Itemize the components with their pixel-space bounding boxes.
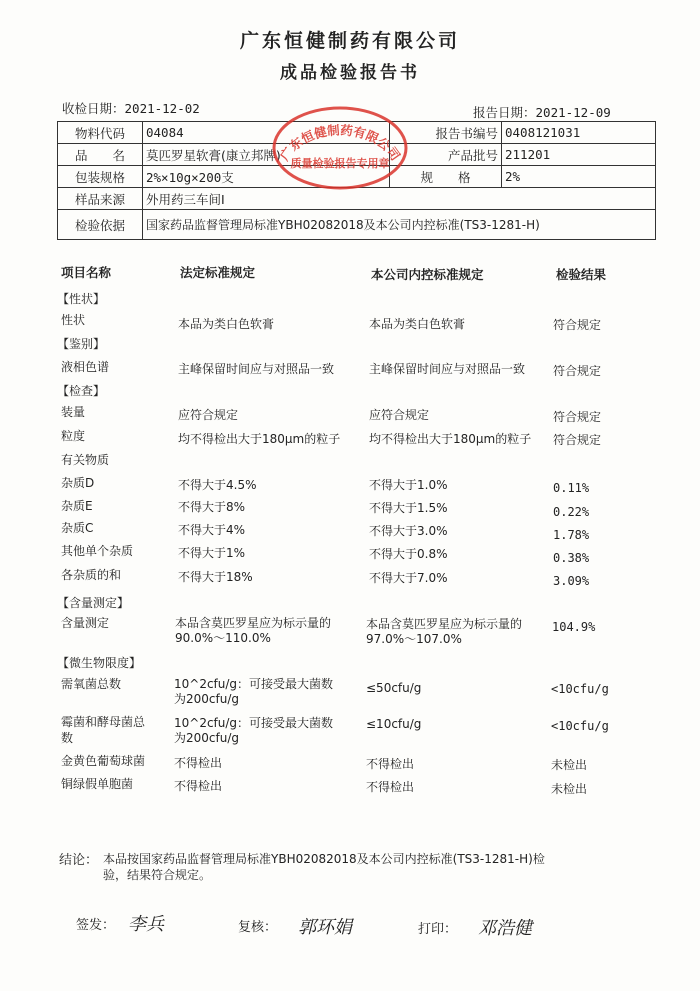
- section-microbial: 【微生物限度】: [57, 656, 142, 670]
- source-value: 外用药三车间Ⅰ: [143, 188, 656, 210]
- row-result: <10cfu/g: [551, 682, 609, 696]
- report-no-label: 报告书编号: [390, 122, 502, 144]
- spec-label: 规 格: [390, 166, 502, 188]
- row-result: 3.09%: [553, 574, 590, 588]
- row-legal: 主峰保留时间应与对照品一致: [178, 362, 335, 376]
- product-name-label: 品 名: [58, 144, 143, 166]
- row-internal: 应符合规定: [369, 408, 430, 422]
- conclusion-line2: 验，结果符合规定。: [103, 868, 212, 882]
- spec-value: 2%: [502, 166, 656, 188]
- row-legal-line2: 为200cfu/g: [174, 692, 239, 706]
- row-internal: 主峰保留时间应与对照品一致: [369, 362, 526, 376]
- row-legal: 本品为类白色软膏: [178, 317, 275, 331]
- row-result: 0.11%: [553, 481, 590, 495]
- section-traits: 【性状】: [57, 292, 106, 306]
- section-inspection: 【检查】: [57, 384, 106, 398]
- material-code-value: 04084: [143, 122, 390, 144]
- row-item: 装量: [61, 405, 86, 419]
- row-item: 性状: [61, 313, 86, 327]
- row-legal: 不得检出: [174, 779, 223, 793]
- row-legal: 不得大于8%: [178, 500, 246, 514]
- row-item: 杂质C: [61, 521, 94, 535]
- row-item: 杂质D: [61, 476, 95, 490]
- row-item: 液相色谱: [61, 360, 110, 374]
- report-date-label: 报告日期：: [473, 105, 536, 120]
- row-legal-line2: 为200cfu/g: [174, 731, 239, 745]
- col-header-item: 项目名称: [61, 265, 112, 280]
- section-identification: 【鉴别】: [57, 337, 106, 351]
- row-legal: 不得大于4%: [178, 523, 246, 537]
- col-header-internal: 本公司内控标准规定: [371, 267, 484, 282]
- row-legal-line1: 10^2cfu/g：可接受最大菌数: [174, 677, 334, 691]
- row-legal: 不得大于18%: [178, 570, 253, 584]
- received-date: [62, 99, 200, 117]
- row-legal: 均不得检出大于180μm的粒子: [178, 432, 341, 446]
- row-item-line1: 霉菌和酵母菌总: [61, 715, 146, 729]
- col-header-result: 检验结果: [556, 267, 607, 282]
- row-result: 符合规定: [553, 433, 602, 447]
- row-result: 1.78%: [553, 528, 590, 542]
- row-internal: 不得大于7.0%: [369, 571, 448, 585]
- company-name: 广东恒健制药有限公司: [239, 30, 460, 52]
- row-legal: 不得大于4.5%: [178, 478, 257, 492]
- report-date: [473, 103, 611, 121]
- row-legal-line1: 本品含莫匹罗星应为标示量的: [175, 616, 332, 630]
- reviewer-label: 复核：: [238, 920, 278, 935]
- row-item: 含量测定: [61, 616, 110, 630]
- printer-signature: 邓浩健: [478, 918, 532, 939]
- row-internal: 不得检出: [366, 780, 415, 794]
- row-internal: 不得大于1.0%: [369, 478, 448, 492]
- document-title: 成品检验报告书: [280, 63, 420, 83]
- row-legal-line2: 90.0%～110.0%: [175, 631, 271, 645]
- printer-label: 打印：: [418, 922, 458, 937]
- stamp-arc-text: 广东恒健制药有限公司: [276, 122, 404, 164]
- row-result: 0.22%: [553, 505, 590, 519]
- report-no-value: 0408121031: [502, 122, 656, 144]
- row-result: 0.38%: [553, 551, 590, 565]
- row-internal: 不得检出: [366, 757, 415, 771]
- row-result: <10cfu/g: [551, 719, 609, 733]
- row-internal: 不得大于1.5%: [369, 501, 448, 515]
- row-item: 铜绿假单胞菌: [61, 777, 134, 791]
- row-item: 需氧菌总数: [61, 677, 122, 691]
- col-header-legal: 法定标准规定: [180, 265, 256, 280]
- product-name-value: 莫匹罗星软膏(康立邦牌): [143, 144, 390, 166]
- row-legal: 不得检出: [174, 756, 223, 770]
- row-internal: 本品为类白色软膏: [369, 317, 466, 331]
- row-legal-line1: 10^2cfu/g：可接受最大菌数: [174, 716, 334, 730]
- conclusion-line1: 本品按国家药品监督管理局标准YBH02082018及本公司内控标准(TS3-1281-H)检: [103, 852, 545, 866]
- package-value: 2%×10g×200支: [143, 166, 390, 188]
- reviewer-signature: 郭环娟: [298, 917, 352, 938]
- source-label: 样品来源: [58, 188, 143, 210]
- batch-value: 211201: [502, 144, 656, 166]
- received-date-label: 收检日期：: [62, 101, 125, 116]
- batch-label: 产品批号: [390, 144, 502, 166]
- row-internal: 不得大于0.8%: [369, 547, 448, 561]
- row-internal: 不得大于3.0%: [369, 524, 448, 538]
- material-code-label: 物料代码: [58, 122, 143, 144]
- issuer-label: 签发：: [76, 918, 116, 933]
- row-internal-line2: 97.0%～107.0%: [366, 632, 462, 646]
- row-item: 其他单个杂质: [61, 544, 134, 558]
- row-item: 各杂质的和: [61, 568, 122, 582]
- row-internal: ≤50cfu/g: [366, 681, 422, 695]
- basis-label: 检验依据: [58, 210, 143, 240]
- row-item: 金黄色葡萄球菌: [61, 754, 146, 768]
- received-date-value: 2021-12-02: [124, 101, 200, 116]
- section-assay: 【含量测定】: [57, 596, 130, 610]
- row-result: 104.9%: [552, 620, 596, 634]
- issuer-signature: 李兵: [128, 914, 164, 935]
- row-internal: ≤10cfu/g: [366, 717, 422, 731]
- row-internal: 均不得检出大于180μm的粒子: [369, 432, 532, 446]
- row-item: 杂质E: [61, 499, 93, 513]
- stamp-center-text: 质量检验报告专用章: [290, 157, 390, 170]
- package-label: 包装规格: [58, 166, 143, 188]
- related-substances-label: 有关物质: [61, 453, 110, 467]
- row-result: 符合规定: [553, 364, 602, 378]
- row-item: 粒度: [61, 429, 86, 443]
- row-result: 符合规定: [553, 410, 602, 424]
- report-date-value: 2021-12-09: [535, 105, 611, 120]
- row-item-line2: 数: [61, 731, 74, 745]
- row-internal-line1: 本品含莫匹罗星应为标示量的: [366, 617, 523, 631]
- row-result: 未检出: [551, 782, 588, 796]
- basis-value: 国家药品监督管理局标准YBH02082018及本公司内控标准(TS3-1281-H): [143, 210, 656, 240]
- quality-stamp: [270, 104, 410, 192]
- row-result: 符合规定: [553, 318, 602, 332]
- conclusion-label: 结论：: [59, 853, 99, 868]
- row-legal: 不得大于1%: [178, 546, 246, 560]
- row-result: 未检出: [551, 758, 588, 772]
- row-legal: 应符合规定: [178, 408, 239, 422]
